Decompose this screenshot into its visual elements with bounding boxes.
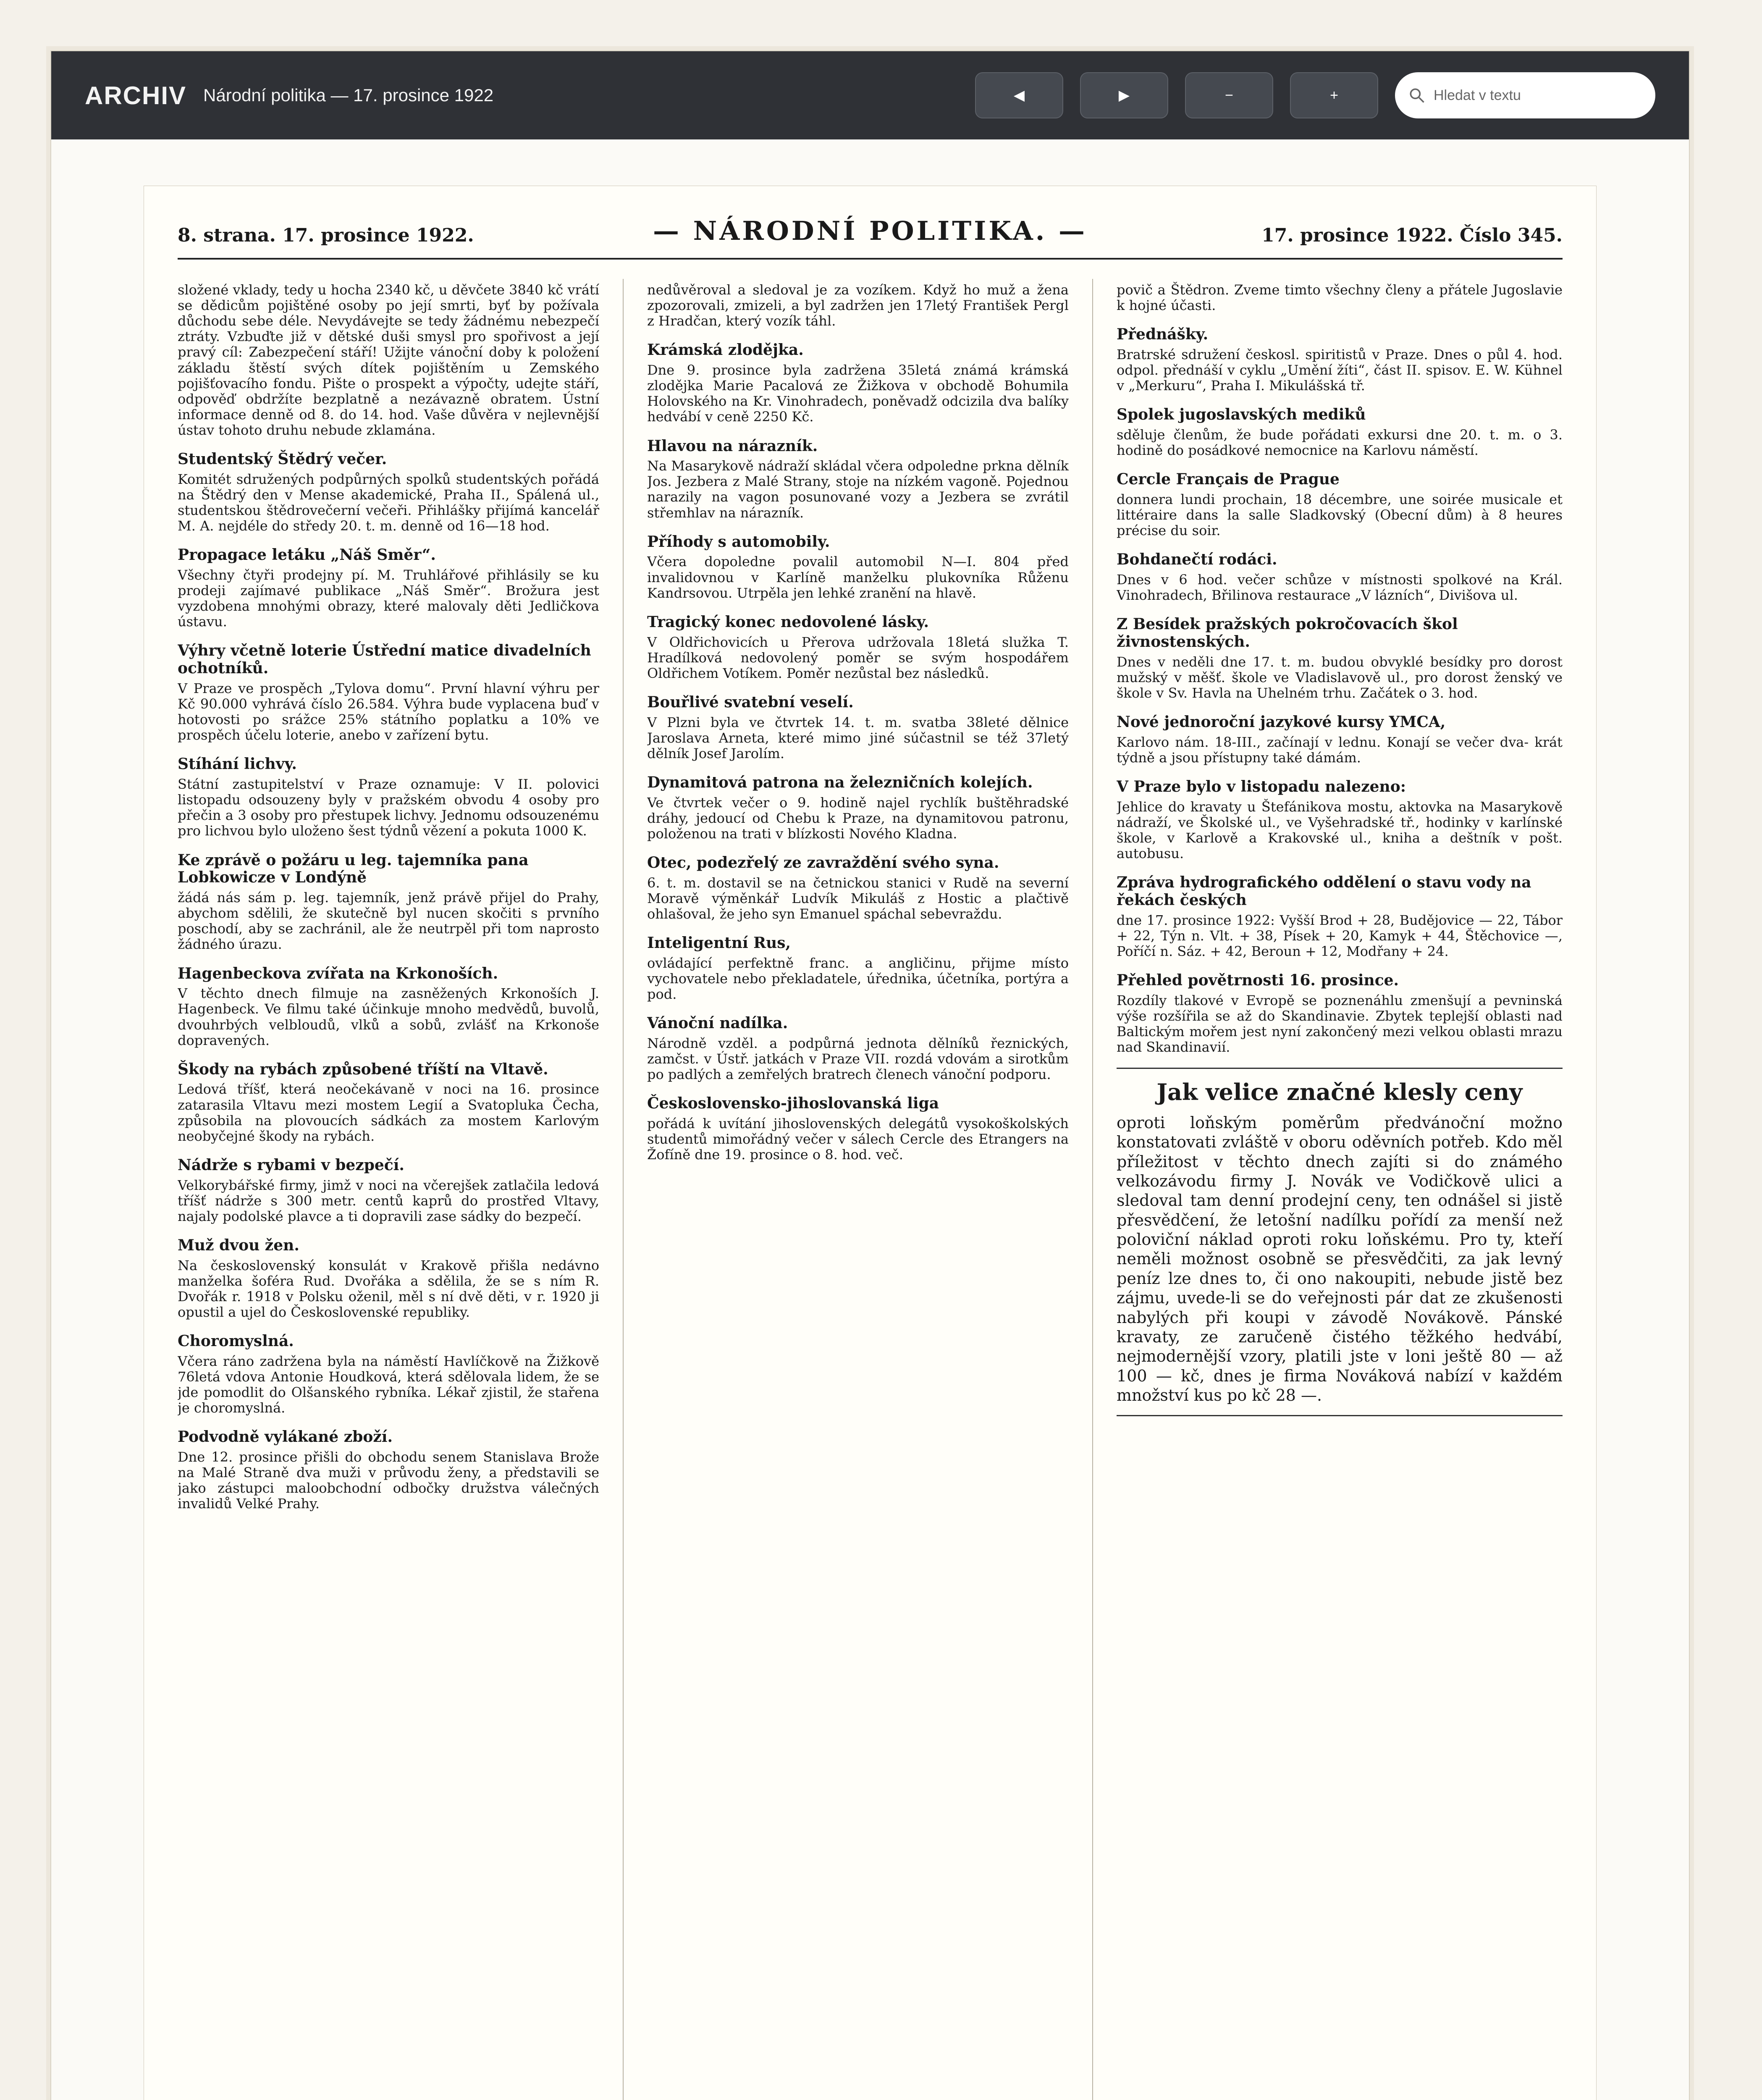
- article-text: Národně vzděl. a podpůrná jednota dělníků řeznických, zamčst. v Ústř. jatkách v Praze VII. rozdá vdovám a sirotkům po padlých a zemřelých bratrech členech vánoční podporu.: [647, 1035, 1069, 1083]
- article-text: V těchto dnech filmuje na zasněžených Krkonoších J. Hagenbeck. Ve filmu také účinkuje mnoho medvědů, buvolů, dvouhrbých velbloudů, vlků a sobů, zvlášť na Krkonoše dopravených.: [178, 985, 599, 1048]
- newspaper-title: — NÁRODNÍ POLITIKA. —: [653, 215, 1087, 246]
- article: [178, 1237, 599, 1320]
- article: [1117, 616, 1563, 701]
- article-title: Výhry včetně loterie Ústřední matice divadelních ochotníků.: [178, 642, 591, 677]
- article: [178, 965, 599, 1048]
- article-text: V Oldřichovicích u Přerova udržovala 18letá služka T. Hradílková nedovolený poměr se svým hospodářem Oldřichem Votíkem. Poměr nezůstal bez následků.: [647, 634, 1069, 681]
- article: [1117, 471, 1563, 538]
- article-text: Komitét sdružených podpůrných spolků studentských pořádá na Štědrý den v Mense akademické, Praha II., Spálená ul., studentskou štědrovečerní večeři. Přihlášky přijímá kancelář M. A. nejdéle do středy 20. t. m. denně od 16—18 hod.: [178, 471, 599, 534]
- article-text: Dnes v neděli dne 17. t. m. budou obvyklé besídky pro dorost mužský v měšť. škole ve Vladislavově ul., pro dorost ženský ve škole v Sv. Havla na Uhelném trhu. Začátek o 3. hod.: [1117, 654, 1563, 701]
- article-title: V Praze bylo v listopadu nalezeno:: [1117, 778, 1406, 796]
- article: [178, 282, 599, 438]
- article-title: Studentský Štědrý večer.: [178, 450, 387, 468]
- article-text: Ledová tříšť, která neočekávaně v noci na 16. prosince zatarasila Vltavu mezi mostem Legií a Svatopluka Čecha, způsobila na plovoucích sádkách za mostem Karlovým neobyčejné škody na rybách.: [178, 1081, 599, 1144]
- article-title: Z Besídek pražských pokročovacích škol živnostenských.: [1117, 615, 1458, 651]
- page-header-left: 8. strana. 17. prosince 1922.: [178, 225, 474, 246]
- article: [1117, 326, 1563, 394]
- article: [1117, 406, 1563, 458]
- article-title: Dynamitová patrona na železničních kolejích.: [647, 773, 1033, 791]
- article: [178, 451, 599, 534]
- article: [178, 1157, 599, 1224]
- article-title: Inteligentní Rus,: [647, 934, 791, 952]
- article-title: Choromyslná.: [178, 1332, 294, 1350]
- article: [647, 341, 1069, 425]
- article-text: Všechny čtyři prodejny pí. M. Truhlářové přihlásily se ku prodeji zajímavé publikace „Náš Směr“. Brožura jest vyzdobena mnohými obrazy, které malovaly děti Jedličkova ústavu.: [178, 567, 599, 630]
- article: [1117, 874, 1563, 959]
- article-title: Nádrže s rybami v bezpečí.: [178, 1156, 404, 1174]
- article-title: Propagace letáku „Náš Směr“.: [178, 546, 436, 564]
- article-text: donnera lundi prochain, 18 décembre, une soirée musicale et littéraire dans la salle Sladkovský (Obecní dům) à 8 heures précise du soir.: [1117, 491, 1563, 539]
- article-title: Zpráva hydrografického oddělení o stavu vody na řekách českých: [1117, 874, 1531, 909]
- article-text: Velkorybářské firmy, jimž v noci na včerejšek zatlačila ledová tříšť nádrže s 300 metr. centů kaprů do prostřed Vltavy, najaly podolské plavce a ti dopravili zase sádky do bezpečí.: [178, 1177, 599, 1224]
- article: [1117, 778, 1563, 861]
- article-text: Bratrské sdružení českosl. spiritistů v Praze. Dnes o půl 4. hod. odpol. přednáší v cyklu „Umění žíti“, část II. spisov. E. W. Kühnel v „Merkuru“, Praha I. Mikulášská tř.: [1117, 346, 1563, 394]
- article-title: Hagenbeckova zvířata na Krkonoších.: [178, 964, 498, 982]
- search-input[interactable]: [1395, 72, 1655, 118]
- article: [647, 438, 1069, 521]
- article-text: Na československý konsulát v Krakově přišla nedávno manželka šoféra Rud. Dvořáka a sdělila, že se s ním R. Dvořák r. 1918 v Polsku oženil, měl s ní dvě děti, v r. 1920 ji opustil a ujel do Československé republiky.: [178, 1257, 599, 1320]
- article: [647, 1015, 1069, 1082]
- article-title: Tragický konec nedovolené lásky.: [647, 613, 929, 631]
- article-text: pořádá k uvítání jihoslovenských delegátů vysokoškolských studentů mimořádný večer v sálech Cercle des Etrangers na Žofíně dne 19. prosince o 8. hod. več.: [647, 1116, 1069, 1163]
- previous-page-button[interactable]: ◀: [975, 72, 1063, 118]
- article-title: Hlavou na nárazník.: [647, 437, 818, 455]
- price-feature-article: [1117, 1068, 1563, 1416]
- article-text: povič a Štědron. Zveme timto všechny členy a přátele Jugoslavie k hojné účasti.: [1117, 282, 1563, 314]
- article-text: Na Masarykově nádraží skládal včera odpoledne prkna dělník Jos. Jezbera z Malé Strany, stoje na nízkém vagoně. Pojednou narazily na vagon posunované vozy a Jezbera se zvrátil střemhlav na nárazník.: [647, 458, 1069, 521]
- article-text: Ve čtvrtek večer o 9. hodině najel rychlík buštěhradské dráhy, jedoucí od Chebu k Praze, na dynamitovou patronu, položenou na trati v blízkosti Nového Kladna.: [647, 794, 1069, 842]
- article: [1117, 282, 1563, 313]
- zoom-out-button[interactable]: −: [1185, 72, 1273, 118]
- article-columns: [178, 279, 1563, 2100]
- article-text: žádá nás sám p. leg. tajemník, jenž právě přijel do Prahy, abychom sdělili, že skutečně byl nucen skočiti s prvního poschodí, aby se zachránil, ale že neutrpěl při tom naprosto žádného úrazu.: [178, 890, 599, 953]
- article-text: ovládající perfektně franc. a angličinu, přijme místo vychovatele nebo překladatele, úřednika, účetníka, portýra a pod.: [647, 955, 1069, 1003]
- article: [647, 614, 1069, 681]
- article: [1117, 714, 1563, 766]
- article: [178, 1428, 599, 1512]
- article-text: Jehlice do kravaty u Štefánikova mostu, aktovka na Masarykově nádraží, ve Školské ul., ve Vyšehradské tř., hodinky v karlínské škole, v Karlově a Krakovské ul., kniha a deštník v pošt. autobusu.: [1117, 798, 1563, 862]
- article: [178, 1061, 599, 1144]
- feature-text: oproti loňským poměrům předvánoční možno konstatovati zvláště v oboru oděvních potřeb. Kdo měl příležitost v těchto dnech zajíti si do známého velkozávodu firmy J. Novák ve Vodičkově ulici a sledoval tam denní prodejní ceny, ten odnášel si jistě přesvědčení, že letošní nadílku pořídí za menší než poloviční náklad oproti roku loňskému. Pro ty, kteří neměli možnost osobně se přesvědčiti, za jak levný peníz lze dnes to, či ono nakoupiti, nebude jistě bez zájmu, uvede-li se do veřejnosti pár dat ze zkušenosti nabylých při koupi v závodě Novákově. Pánské kravaty, ze zaručeně čistého těžkého hedvábí, nejmodernější vzory, platili jste v loni ještě 80 — až 100 — kč, dnes je firma Nováková nabízí v každém množství kus po kč 28 —.: [1117, 1113, 1563, 1404]
- article: [647, 854, 1069, 922]
- article-title: Krámská zlodějka.: [647, 341, 804, 359]
- article: [178, 642, 599, 743]
- article-text: Včera dopoledne povalil automobil N—I. 804 před invalidovnou v Karlíně manželku plukovníka Růženu Kandrsovou. Utrpěla jen lehké zranění na hlavě.: [647, 554, 1069, 601]
- article: [1117, 551, 1563, 603]
- article-text: Dne 9. prosince byla zadržena 35letá známá krámská zlodějka Marie Pacalová ze Žižkova v obchodě Bohumila Holovského na Kr. Vinohradech, poněvadž odcizila dva balíky hedvábí v ceně 2250 Kč.: [647, 362, 1069, 425]
- archive-viewer: [50, 50, 1690, 2100]
- article-text: dne 17. prosince 1922: Vyšší Brod + 28, Budějovice — 22, Tábor + 22, Týn n. Vlt. + 38, Písek + 20, Kamyk + 44, Štěchovice —, Poříčí n. Sáz. + 42, Beroun + 12, Modřany + 24.: [1117, 912, 1563, 960]
- article-title: Ke zprávě o požáru u leg. tajemníka pana Lobkowicze v Londýně: [178, 851, 529, 887]
- article-text: Dne 12. prosince přišli do obchodu senem Stanislava Brože na Malé Straně dva muži v průvodu ženy, a představili se jako zástupci maloobchodní odbočky družstva válečných invalidů Velké Prahy.: [178, 1449, 599, 1512]
- article-title: Příhody s automobily.: [647, 533, 830, 551]
- article-text: sděluje členům, že bude pořádati exkursi dne 20. t. m. o 3. hodině do posádkové nemocnice na Karlovu náměstí.: [1117, 427, 1563, 459]
- article-text: Včera ráno zadržena byla na náměstí Havlíčkově na Žižkově 76letá vdova Antonie Houdková, která sdělovala lidem, že se jde pomodlit do Olšanského rybníka. Lékař zjistil, že stařena je choromyslná.: [178, 1353, 599, 1416]
- column-2: [647, 279, 1093, 2100]
- search-placeholder: Hledat v textu: [1434, 87, 1521, 103]
- article-title: Přednášky.: [1117, 326, 1209, 344]
- article: [178, 1333, 599, 1416]
- article: [647, 774, 1069, 842]
- article-title: Nové jednoroční jazykové kursy YMCA,: [1117, 713, 1446, 731]
- article-title: Bohdanečtí rodáci.: [1117, 551, 1277, 569]
- article: [647, 282, 1069, 329]
- article-text: V Praze ve prospěch „Tylova domu“. První hlavní výhru per Kč 90.000 vyhrává číslo 26.584. Výhra bude vyplacena buď v hotovosti po srážce 25% státního poplatku a 10% ve prospěch účelu loterie, anebo v zařízení bytu.: [178, 680, 599, 743]
- article-title: Podvodně vylákané zboží.: [178, 1428, 393, 1446]
- article-text: složené vklady, tedy u hocha 2340 kč, u děvčete 3840 kč vrátí se dědicům pojištěné osoby po její smrti, byť by požívala důchodu sebe déle. Nevydávejte se tedy žádnému nebezpečí ztráty. Vzbuďte již v dětské duši smysl pro spořivost a její pravý cíl: Zabezpečení stáří! Užijte vánoční doby k položení základu štěstí svých dítek pojištěním u Zemského pojišťovacího fondu. Pište o prospekt a výpočty, udejte stáří, odpověď obdržíte bezplatně a nezávazně obratem. Ústní informace denně od 8. do 14. hod. Vaše důvěra v nejlevnější ústav tohoto druhu nebude zklamána.: [178, 282, 599, 438]
- page-header-right: 17. prosince 1922. Číslo 345.: [1261, 225, 1563, 246]
- column-1: [178, 279, 624, 2100]
- article-title: Muž dvou žen.: [178, 1236, 299, 1254]
- article-text: Dnes v 6 hod. večer schůze v místnosti spolkové na Král. Vinohradech, Břilinova restaurace „V lázních“, Divišova ul.: [1117, 572, 1563, 604]
- article-title: Vánoční nadílka.: [647, 1014, 788, 1032]
- feature-title: Jak velice značné klesly ceny: [1156, 1079, 1523, 1106]
- search-icon: [1408, 86, 1426, 105]
- article-title: Spolek jugoslavských mediků: [1117, 406, 1366, 424]
- article-text: Státní zastupitelství v Praze oznamuje: V II. polovici listopadu odsouzeny byly v pražském obvodu 4 osoby pro přečin a 3 osoby pro přestupek lichvy. Jednomu odsouzenému pro lichvou bylo uloženo šest týdnů vězení a pokuta 1000 K.: [178, 776, 599, 839]
- article: [647, 533, 1069, 601]
- article-text: nedůvěroval a sledoval je za vozíkem. Když ho muž a žena zpozorovali, zmizeli, a byl zadržen jen 17letý František Pergl z Hradčan, který vozík táhl.: [647, 282, 1069, 329]
- article-title: Cercle Français de Prague: [1117, 470, 1340, 488]
- article-text: 6. t. m. dostavil se na četnickou stanici v Rudě na severní Moravě výměnkář Ludvík Mikuláš z Hostic a plačtivě ohlašoval, že jeho syn Emanuel spáchal sebevraždu.: [647, 874, 1069, 922]
- column-3: [1117, 279, 1563, 2100]
- article-title: Stíhání lichvy.: [178, 755, 297, 773]
- article: [178, 546, 599, 630]
- page-header: [178, 215, 1563, 260]
- newspaper-page: [144, 186, 1597, 2100]
- article-title: Škody na rybách způsobené tříští na Vltavě.: [178, 1060, 548, 1078]
- article-title: Bouřlivé svatební veselí.: [647, 693, 854, 711]
- article-text: V Plzni byla ve čtvrtek 14. t. m. svatba 38leté dělnice Jaroslava Arneta, které mimo jiné súčastnil se též 37letý dělník Josef Jarolím.: [647, 714, 1069, 761]
- article: [1117, 972, 1563, 1055]
- article-text: Rozdíly tlakové v Evropě se poznenáhlu zmenšují a pevninská výše rozšířila se až do Skandinavie. Zbytek teplejší oblasti nad Baltickým mořem jest nyní zakončený mezi velkou oblasti mrazu nad Skandinavií.: [1117, 992, 1563, 1055]
- article: [178, 852, 599, 953]
- app-logo: ARCHIV: [85, 81, 187, 110]
- zoom-in-button[interactable]: +: [1290, 72, 1378, 118]
- next-page-button[interactable]: ▶: [1080, 72, 1168, 118]
- article-title: Přehled povětrnosti 16. prosince.: [1117, 971, 1399, 990]
- article: [178, 756, 599, 839]
- viewer-toolbar: [51, 51, 1689, 139]
- article-text: Karlovo nám. 18-III., začínají v lednu. Konají se večer dva- krát týdně a jsou přístupny také dámám.: [1117, 734, 1563, 766]
- article: [647, 694, 1069, 761]
- article: [647, 1095, 1069, 1163]
- document-title: Národní politika — 17. prosince 1922: [203, 85, 494, 105]
- article: [647, 934, 1069, 1002]
- article-title: Otec, podezřelý ze zavraždění svého syna.: [647, 854, 999, 872]
- article-title: Československo-jihoslovanská liga: [647, 1095, 939, 1113]
